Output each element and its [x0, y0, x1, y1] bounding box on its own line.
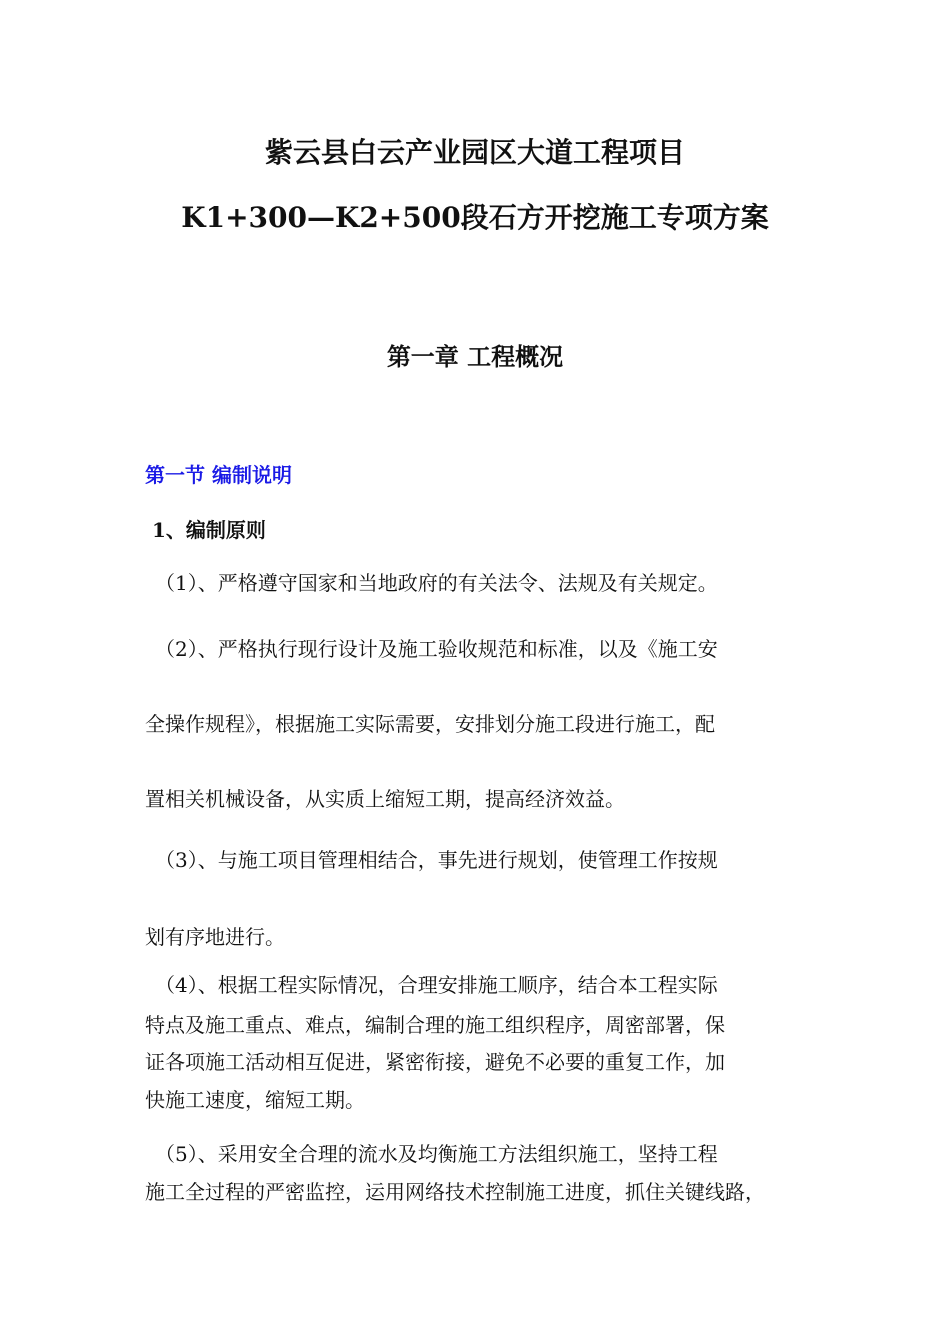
paragraph-line: （2）、严格执行现行设计及施工验收规范和标准，以及《施工安 — [155, 637, 718, 661]
paragraph-line: （1）、严格遵守国家和当地政府的有关法令、法规及有关规定。 — [155, 571, 718, 595]
paragraph-line: 施工全过程的严密监控，运用网络技术控制施工进度，抓住关键线路， — [145, 1180, 765, 1204]
paragraph-line: （4）、根据工程实际情况，合理安排施工顺序，结合本工程实际 — [155, 973, 718, 997]
paragraph-line: （3）、与施工项目管理相结合，事先进行规划，使管理工作按规 — [155, 848, 718, 872]
paragraph-line: （5）、采用安全合理的流水及均衡施工方法组织施工，坚持工程 — [155, 1142, 718, 1166]
paragraph-line: 置相关机械设备，从实质上缩短工期，提高经济效益。 — [145, 787, 625, 811]
paragraph-line: 证各项施工活动相互促进，紧密衔接，避免不必要的重复工作，加 — [145, 1050, 725, 1074]
paragraph-line: 划有序地进行。 — [145, 925, 285, 949]
document-title-line-2: K1+300—K2+500段石方开挖施工专项方案 — [181, 201, 769, 234]
paragraph-line: 全操作规程》，根据施工实际需要，安排划分施工段进行施工，配 — [145, 712, 715, 736]
paragraph-line: 特点及施工重点、难点，编制合理的施工组织程序，周密部署，保 — [145, 1013, 725, 1037]
chapter-heading: 第一章 工程概况 — [386, 342, 564, 371]
section-heading: 第一节 编制说明 — [145, 463, 292, 487]
subsection-heading: 1、编制原则 — [152, 518, 266, 542]
document-title-line-1: 紫云县白云产业园区大道工程项目 — [264, 136, 685, 169]
paragraph-line: 快施工速度，缩短工期。 — [145, 1088, 365, 1112]
